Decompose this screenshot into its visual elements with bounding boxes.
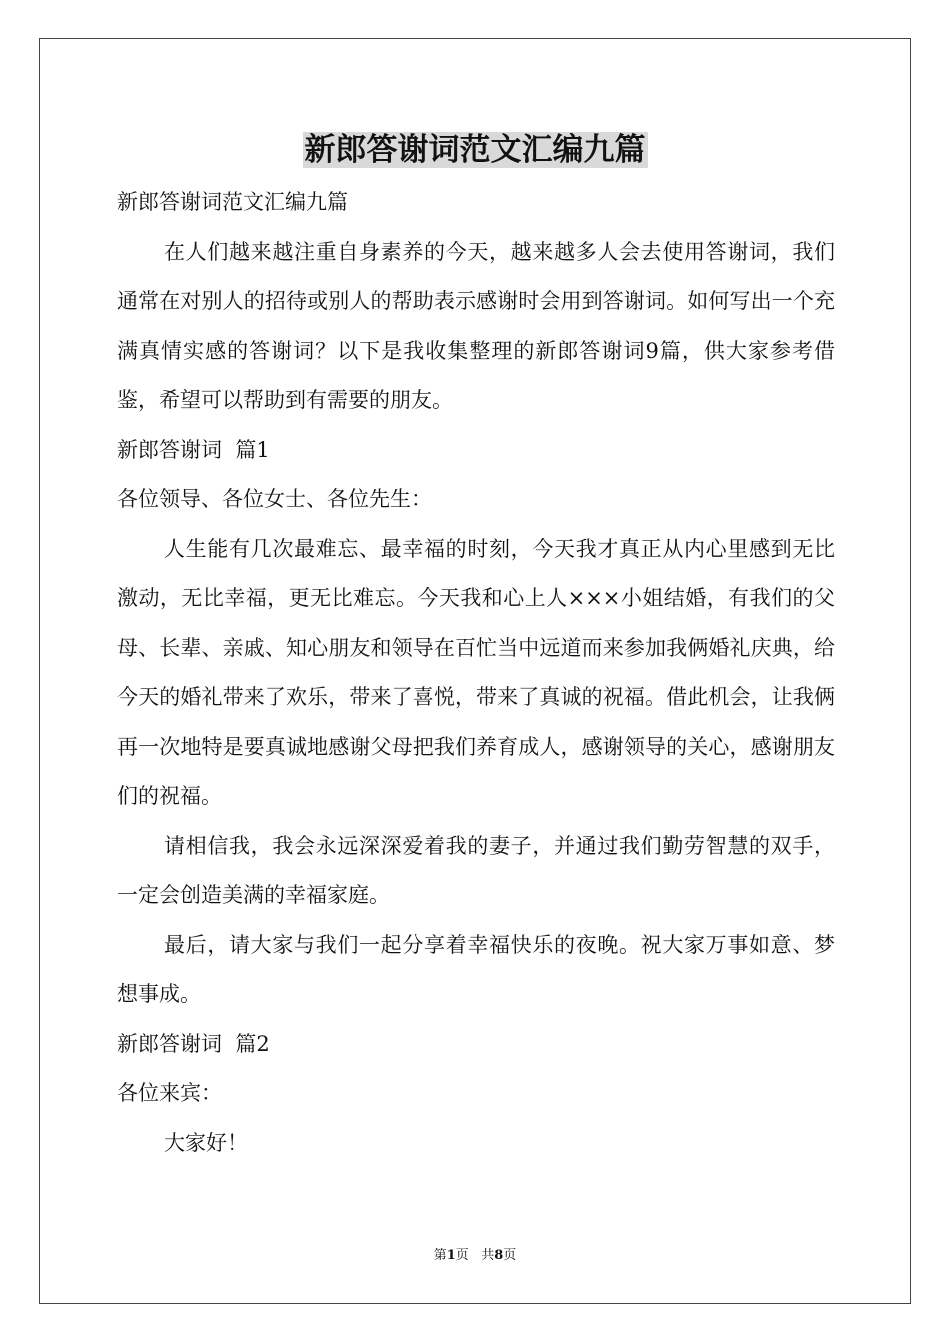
footer-prefix: 第 <box>433 1248 447 1263</box>
page-title <box>0 128 950 172</box>
footer-total-prefix: 共 <box>481 1248 495 1263</box>
page-footer <box>0 1247 950 1265</box>
section-heading-1: 新郎答谢词 篇1 <box>117 437 270 462</box>
section-1-paragraph-2: 请相信我，我会永远深深爱着我的妻子，并通过我们勤劳智慧的双手，一定会创造美满的幸福家庭。 <box>117 833 835 907</box>
document-body <box>117 178 835 1168</box>
footer-page-suffix: 页 <box>455 1248 469 1263</box>
section-1-paragraph-1: 人生能有几次最难忘、最幸福的时刻，今天我才真正从内心里感到无比激动，无比幸福，更无比难忘。今天我和心上人×××小姐结婚，有我们的父母、长辈、亲戚、知心朋友和领导在百忙当中远道而来参加我俩婚礼庆典，给今天的婚礼带来了欢乐，带来了喜悦，带来了真诚的祝福。借此机会，让我俩再一次地特是要真诚地感谢父母把我们养育成人，感谢领导的关心，感谢朋友们的祝福。 <box>117 536 835 808</box>
footer-page-number: 1 <box>446 1248 456 1263</box>
section-heading-2: 新郎答谢词 篇2 <box>117 1031 270 1056</box>
footer-total-suffix: 页 <box>503 1248 517 1263</box>
section-1-greeting: 各位领导、各位女士、各位先生： <box>117 487 432 511</box>
section-2-paragraph-1: 大家好！ <box>164 1130 248 1155</box>
intro-paragraph: 在人们越来越注重自身素养的今天，越来越多人会去使用答谢词，我们通常在对别人的招待或别人的帮助表示感谢时会用到答谢词。如何写出一个充满真情实感的答谢词？以下是我收集整理的新郎答谢词9篇，供大家参考借鉴，希望可以帮助到有需要的朋友。 <box>117 239 835 412</box>
section-1-paragraph-3: 最后，请大家与我们一起分享着幸福快乐的夜晚。祝大家万事如意、梦想事成。 <box>117 932 835 1006</box>
section-2-greeting: 各位来宾： <box>117 1081 222 1105</box>
document-subtitle: 新郎答谢词范文汇编九篇 <box>117 190 348 214</box>
page-title-text: 新郎答谢词范文汇编九篇 <box>304 132 646 168</box>
footer-total-pages: 8 <box>494 1248 504 1263</box>
